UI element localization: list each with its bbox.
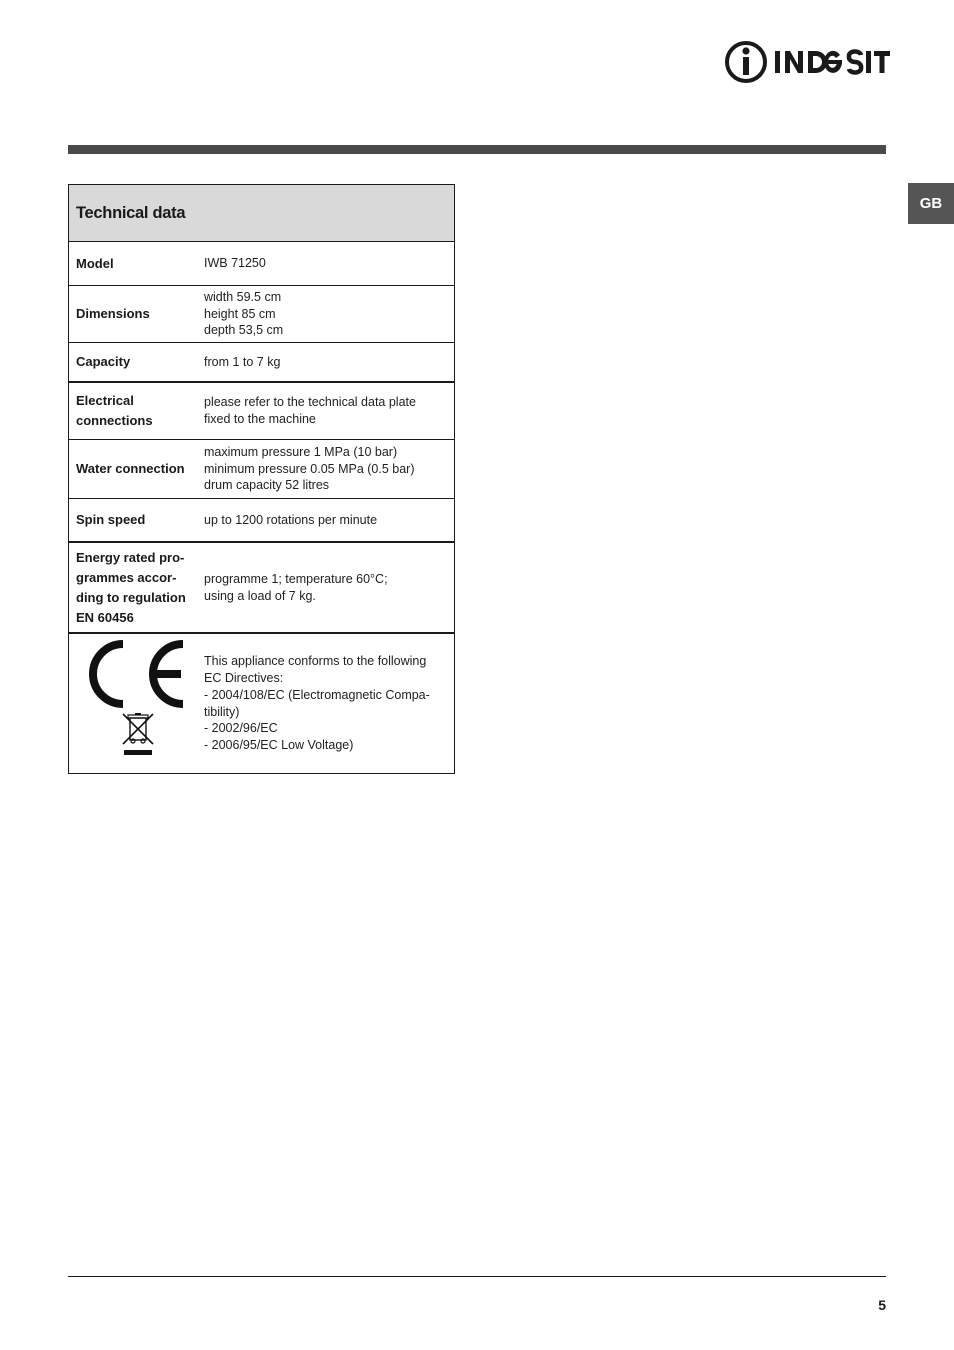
value-line: This appliance conforms to the following <box>204 654 427 669</box>
value-line: - 2004/108/EC (Electromagnetic Compa- <box>204 687 430 702</box>
table-row-model <box>69 242 454 286</box>
weee-bin-icon <box>121 712 155 758</box>
value-line: width 59.5 cm <box>204 289 282 304</box>
value-line: maximum pressure 1 MPa (10 bar) <box>204 444 398 459</box>
value-line: drum capacity 52 litres <box>204 478 330 493</box>
label-line: ding to regulation <box>76 589 186 605</box>
label-line: connections <box>76 413 153 428</box>
row-label: Water connection <box>76 461 185 476</box>
ce-mark-icon <box>89 638 185 710</box>
row-value <box>204 543 454 632</box>
directives-text <box>204 634 454 773</box>
footer-rule <box>68 1276 886 1277</box>
value-line: height 85 cm <box>204 306 276 321</box>
row-label <box>69 383 204 439</box>
row-value <box>204 343 454 381</box>
technical-data-table <box>68 184 455 774</box>
value-line: fixed to the machine <box>204 412 316 426</box>
row-label: Model <box>76 255 114 271</box>
table-row-water-connection <box>69 440 454 499</box>
row-value <box>204 242 454 285</box>
indesit-logo <box>724 38 890 86</box>
row-value <box>204 440 454 498</box>
table-row-spin-speed <box>69 499 454 543</box>
value-line: minimum pressure 0.05 MPa (0.5 bar) <box>204 461 415 476</box>
value-line: - 2002/96/EC <box>204 721 278 736</box>
label-line: Energy rated pro- <box>76 549 185 565</box>
value-line: depth 53,5 cm <box>204 323 284 338</box>
value-line: from 1 to 7 kg <box>204 354 281 369</box>
table-row-capacity <box>69 343 454 383</box>
label-line: Electrical <box>76 393 134 408</box>
page-number: 5 <box>878 1297 886 1313</box>
compliance-symbols <box>69 634 204 773</box>
header-rule <box>68 145 886 154</box>
value-line: up to 1200 rotations per minute <box>204 512 378 527</box>
language-tab: GB <box>908 183 954 224</box>
row-label <box>69 543 204 632</box>
value-line: using a load of 7 kg. <box>204 588 316 603</box>
value-line: tibility) <box>204 704 240 719</box>
value-line: EC Directives: <box>204 671 284 686</box>
value-line: IWB 71250 <box>204 256 266 271</box>
row-label: Capacity <box>76 354 131 369</box>
row-value <box>204 383 454 439</box>
table-row-directives <box>69 634 454 773</box>
row-label: Dimensions <box>76 306 150 321</box>
label-line: grammes accor- <box>76 569 177 585</box>
table-title: Technical data <box>69 185 454 242</box>
row-value <box>204 499 454 541</box>
row-value <box>204 286 454 342</box>
table-row-dimensions <box>69 286 454 343</box>
table-row-electrical <box>69 383 454 440</box>
value-line: - 2006/95/EC Low Voltage) <box>204 737 354 752</box>
row-label: Spin speed <box>76 512 146 527</box>
value-line: programme 1; temperature 60°C; <box>204 571 388 586</box>
table-row-energy-rated <box>69 543 454 634</box>
label-line: EN 60456 <box>76 609 134 625</box>
value-line: please refer to the technical data plate <box>204 395 416 410</box>
